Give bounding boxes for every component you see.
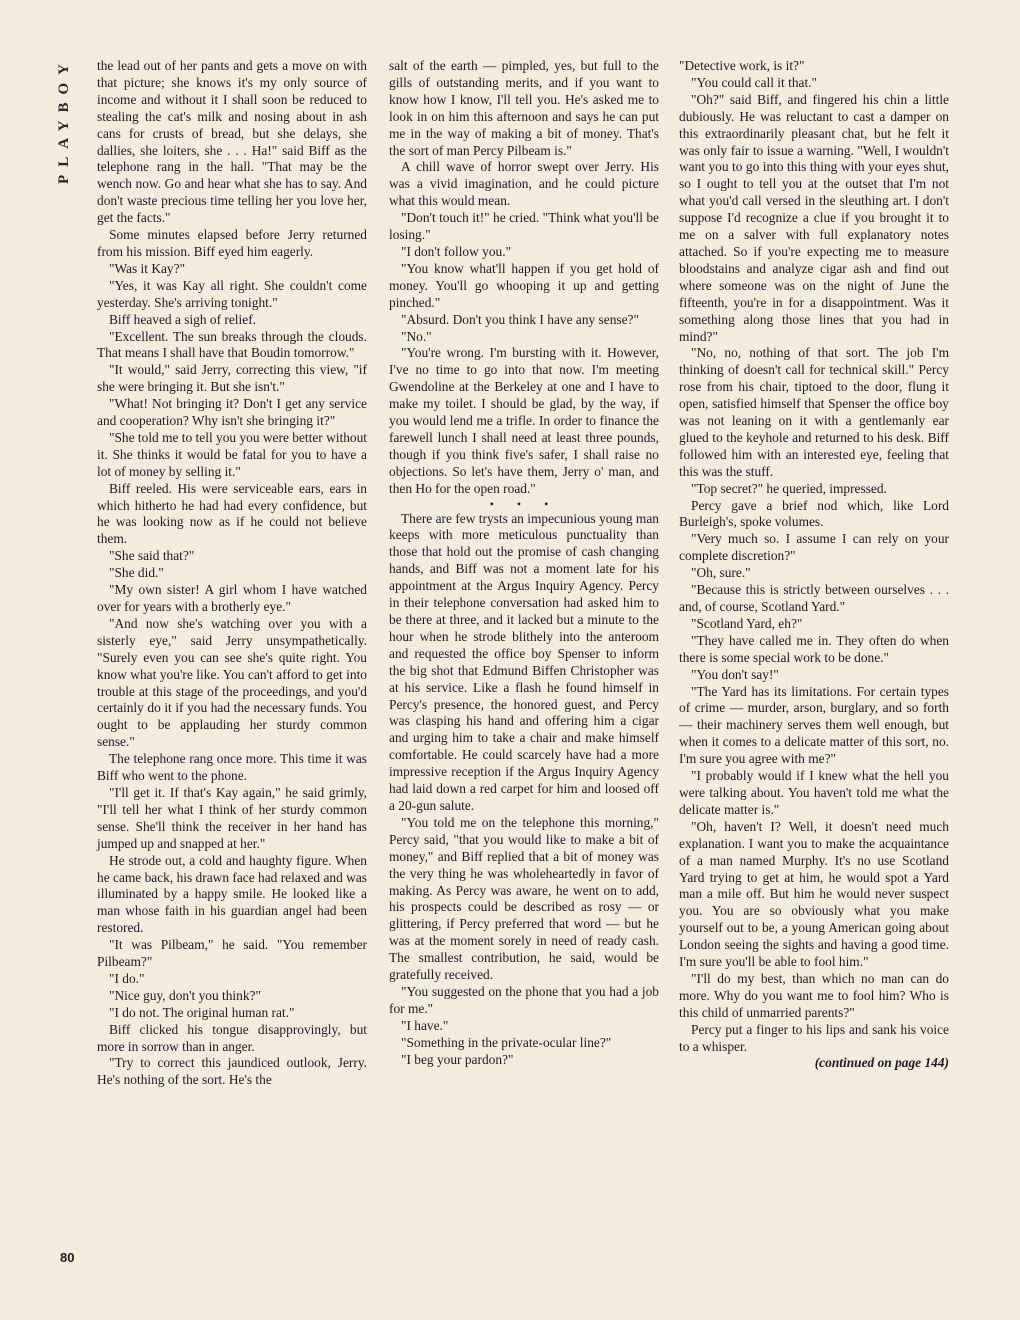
paragraph: "Something in the private-ocular line?": [401, 1034, 612, 1050]
paragraph: Percy gave a brief nod which, like Lord Burleigh's, spoke volumes.: [679, 497, 949, 530]
paragraph: "Absurd. Don't you think I have any sense?": [401, 311, 639, 327]
paragraph: "It would," said Jerry, correcting this view, "if she were bringing it. But she isn't.": [97, 362, 367, 395]
page-number: 80: [60, 1250, 75, 1265]
paragraph: "Don't touch it!" he cried. "Think what you'll be losing.": [389, 210, 659, 243]
paragraph: There are few trysts an impecunious young man keeps with more meticulous punctuality than those that hold out the promise of cash changing hands, and Biff was not a moment late for his appointment at the Argus Inquiry Agency. Percy in their telephone conversation had asked him to be there at three, and it lacked but a minute to the hour when he strode blithely into the anteroom and requested the office boy Spenser to inform the big shot that Edmund Biffen Christopher was at his service. Like a flash he found himself in Percy's presence, the honored guest, and Percy was clasping his hand and offering him a cigar and urging him to take a chair and make himself comfortable. He could scarcely have had a more impressive reception if the Argus Inquiry Agency had laid down a red carpet for him and loosed off a 20-gun salute.: [389, 510, 659, 813]
paragraph: Biff reeled. His were serviceable ears, ears in which hitherto he had had every confidence, but he was looking now as if he could not believe them.: [97, 480, 367, 547]
text-column-2: [389, 58, 659, 1068]
paragraph: "I beg your pardon?": [401, 1051, 514, 1067]
paragraph: "Oh?" said Biff, and fingered his chin a little dubiously. He was reluctant to cast a damper on this extraordinarily pleasant chat, but he felt it was only fair to issue a warning. "Well, I wouldn't want you to go into this thing with your eyes shut, so I ought to tell you at the outset that I'm not what you'd call versed in the sleuthing art. I don't suppose I'd recognize a clue if you brought it to me on a salver with full explanatory notes attached. So if you're expecting me to measure bloodstains and analyze cigar ash and find out where someone was on the night of June the fifteenth, you're in for a disappointment. Was it something along those lines that you had in mind?": [679, 91, 949, 344]
paragraph: "You're wrong. I'm bursting with it. However, I've no time to go into that now. I'm meeting Gwendoline at the Berkeley at one and I have to make my toilet. I should be glad, by the way, if you would lend me a trifle. In order to finance the farewell lunch I shall need at least three pounds, though if you think five's safer, I shall raise no objections. So let's have them, Jerry o' man, and then Ho for the open road.": [389, 345, 659, 496]
paragraph: Some minutes elapsed before Jerry returned from his mission. Biff eyed him eagerly.: [97, 227, 367, 259]
paragraph: The telephone rang once more. This time it was Biff who went to the phone.: [97, 751, 367, 784]
paragraph: "Detective work, is it?": [679, 58, 805, 73]
paragraph: "She said that?": [109, 548, 195, 564]
paragraph: Biff heaved a sigh of relief.: [109, 311, 256, 327]
paragraph: He strode out, a cold and haughty figure. When he came back, his drawn face had relaxed and was illuminated by a happy smile. He looked like a man whose faith in his guardian angel had been restored.: [97, 852, 367, 936]
paragraph: "No, no, nothing of that sort. The job I'm thinking of doesn't call for technical skill." Percy rose from his chair, tiptoed to the door, flung it open, satisfied himself that Spenser the office boy was not leaning on it with a gentlemanly ear glued to the keyhole and returned to his desk. Biff followed him with an interested eye, feeling that this was the stuff.: [679, 345, 949, 479]
paragraph: "Because this is strictly between ourselves . . . and, of course, Scotland Yard.": [679, 582, 949, 614]
paragraph: "I do not. The original human rat.": [109, 1004, 295, 1020]
paragraph: "She told me to tell you you were better without it. She thinks it would be fatal for you to have a lot of money by selling it.": [97, 429, 367, 479]
paragraph: "I'll get it. If that's Kay again," he said grimly, "I'll tell her what I think of her sturdy common sense. She'll think the receiver in her hand has jumped up and snapped at her.": [97, 784, 367, 851]
paragraph: "Scotland Yard, eh?": [691, 615, 803, 631]
paragraph: "Nice guy, don't you think?": [109, 987, 261, 1003]
paragraph: "It was Pilbeam," he said. "You remember Pilbeam?": [97, 937, 367, 970]
paragraph: A chill wave of horror swept over Jerry. His was a vivid imagination, and he could picture what this would mean.: [389, 159, 659, 209]
paragraph: "You don't say!": [691, 666, 779, 682]
brand-running-head: PLAYBOY: [56, 56, 72, 184]
paragraph: "They have called me in. They often do when there is some special work to be done.": [679, 632, 949, 665]
paragraph: Biff clicked his tongue disapprovingly, but more in sorrow than in anger.: [97, 1021, 367, 1054]
text-column-3: [679, 58, 949, 1072]
paragraph: "I do.": [109, 970, 145, 986]
paragraph: "Try to correct this jaundiced outlook, Jerry. He's nothing of the sort. He's the: [97, 1055, 367, 1088]
paragraph: "No.": [401, 328, 432, 344]
paragraph: "And now she's watching over you with a sisterly eye," said Jerry unsympathetically. "Surely even you can see she's quite right. You know what you're like. You can't afford to get into trouble at this stage of the proceedings, and you'd certainly do it if you had the necessary funds. You ought to be applauding her sturdy common sense.": [97, 615, 367, 750]
text-column-1: [97, 58, 367, 1089]
paragraph: "She did.": [109, 565, 164, 581]
paragraph: "I'll do my best, than which no man can do more. Why do you want me to fool him? Who is this child of unmarried parents?": [679, 970, 949, 1020]
paragraph: "You could call it that.": [691, 74, 817, 90]
paragraph: the lead out of her pants and gets a move on with that picture; she knows it's my only source of income and without it I shall soon be reduced to stealing the cat's milk and nosing about in ash cans for crusts of bread, but she delays, she dallies, she loiters, she . . . Ha!" said Biff as the telephone rang in the hall. "That may be the wench now. Go and hear what she has to say. And don't waste precious time telling her you love her, get the facts.": [97, 58, 367, 226]
paragraph: "Very much so. I assume I can rely on your complete discretion?": [679, 531, 949, 564]
paragraph: salt of the earth — pimpled, yes, but full to the gills of outstanding merits, and if you want to know how I know, I'll tell you. He's asked me to look in on him this afternoon and says he can put me in the way of making a bit of money. That's the sort of man Percy Pilbeam is.": [389, 58, 659, 158]
paragraph: Percy put a finger to his lips and sank his voice to a whisper.: [679, 1021, 949, 1054]
paragraph: "You told me on the telephone this morning," Percy said, "that you would like to make a bit of money," and Biff replied that a bit of money was the very thing he was wholeheartedly in favor of making. As Percy was aware, he went on to add, his prospects could be described as rosy — or glittering, if Percy preferred that word — but he was at the moment sorely in need of ready cash. The smallest contribution, he said, would be gratefully received.: [389, 814, 659, 983]
paragraph: "Oh, sure.": [691, 565, 751, 581]
paragraph: "Oh, haven't I? Well, it doesn't need much explanation. I want you to make the acquaintance of a man named Murphy. It's no use Scotland Yard trying to get at him, he would spot a Yard man a mile off. But him he would never suspect you. You are so obviously what you make yourself out to be, a young American going about London seeing the sights and having a good time. I'm sure you'll be able to fool him.": [679, 818, 949, 970]
paragraph: "You know what'll happen if you get hold of money. You'll go whooping it up and getting pinched.": [389, 260, 659, 310]
paragraph: "Excellent. The sun breaks through the clouds. That means I shall have that Boudin tomorrow.": [97, 328, 367, 361]
paragraph: "I have.": [401, 1017, 449, 1033]
paragraph: "Was it Kay?": [109, 260, 186, 276]
paragraph: "My own sister! A girl whom I have watched over for years with a brotherly eye.": [97, 582, 367, 614]
paragraph: "Top secret?" he queried, impressed.: [691, 480, 887, 496]
paragraph: "Yes, it was Kay all right. She couldn't come yesterday. She's arriving tonight.": [97, 277, 367, 310]
continuation-note: (continued on page 144): [814, 1055, 949, 1071]
paragraph: "I probably would if I knew what the hell you were talking about. You haven't told me what the delicate matter is.": [679, 768, 949, 817]
paragraph: "What! Not bringing it? Don't I get any service and cooperation? Why isn't she bringing it?": [97, 396, 367, 429]
paragraph: "You suggested on the phone that you had a job for me.": [389, 983, 659, 1016]
paragraph: "The Yard has its limitations. For certain types of crime — murder, arson, burglary, and so forth — their machinery serves them well enough, but when it comes to a delicate matter of this sort, no. I'm sure you agree with me?": [679, 683, 949, 767]
section-break: • • •: [489, 496, 559, 511]
paragraph: "I don't follow you.": [401, 243, 512, 259]
